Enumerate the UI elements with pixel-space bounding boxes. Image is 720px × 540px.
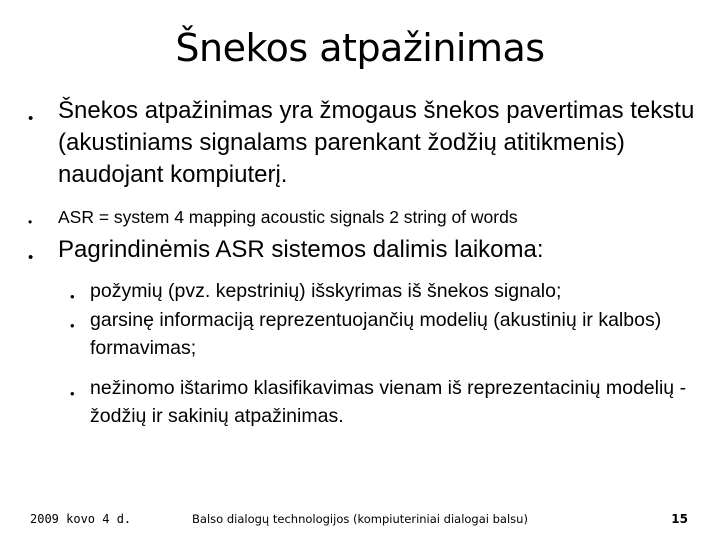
footer-course: Balso dialogų technologijos (kompiuteriniai dialogai balsu) <box>192 512 528 526</box>
sub-bullet-text: garsinę informaciją reprezentuojančių modelių (akustinių ir kalbos) formavimas; <box>90 309 662 359</box>
bullet-icon: • <box>70 386 75 401</box>
bullet-item <box>28 205 703 229</box>
bullet-icon: • <box>28 215 33 229</box>
slide-title: Šnekos atpažinimas <box>175 26 545 70</box>
bullet-text: Pagrindinėmis ASR sistemos dalimis laikoma: <box>58 236 544 263</box>
sub-bullet-item <box>70 374 700 430</box>
footer-page-number: 15 <box>671 512 688 526</box>
sub-bullet-text: nežinomo ištarimo klasifikavimas vienam iš reprezentacinių modelių - žodžių ir sakinių atpažinimas. <box>90 377 687 427</box>
bullet-icon: • <box>28 249 34 266</box>
bullet-icon: • <box>70 289 75 304</box>
bullet-item <box>28 234 703 266</box>
footer-date: 2009 kovo 4 d. <box>30 512 132 526</box>
bullet-text: Šnekos atpažinimas yra žmogaus šnekos pavertimas tekstu (akustiniams signalams parenkant žodžių atitikmenis) naudojant kompiuterį. <box>58 97 695 188</box>
sub-bullet-text: požymių (pvz. kepstrinių) išskyrimas iš šnekos signalo; <box>90 280 562 302</box>
sub-bullet-item <box>70 277 700 305</box>
bullet-icon: • <box>70 318 75 333</box>
bullet-text: ASR = system 4 mapping acoustic signals 2 string of words <box>58 207 518 227</box>
bullet-icon: • <box>28 110 34 127</box>
bullet-item <box>28 95 703 191</box>
sub-bullet-item <box>70 306 700 362</box>
